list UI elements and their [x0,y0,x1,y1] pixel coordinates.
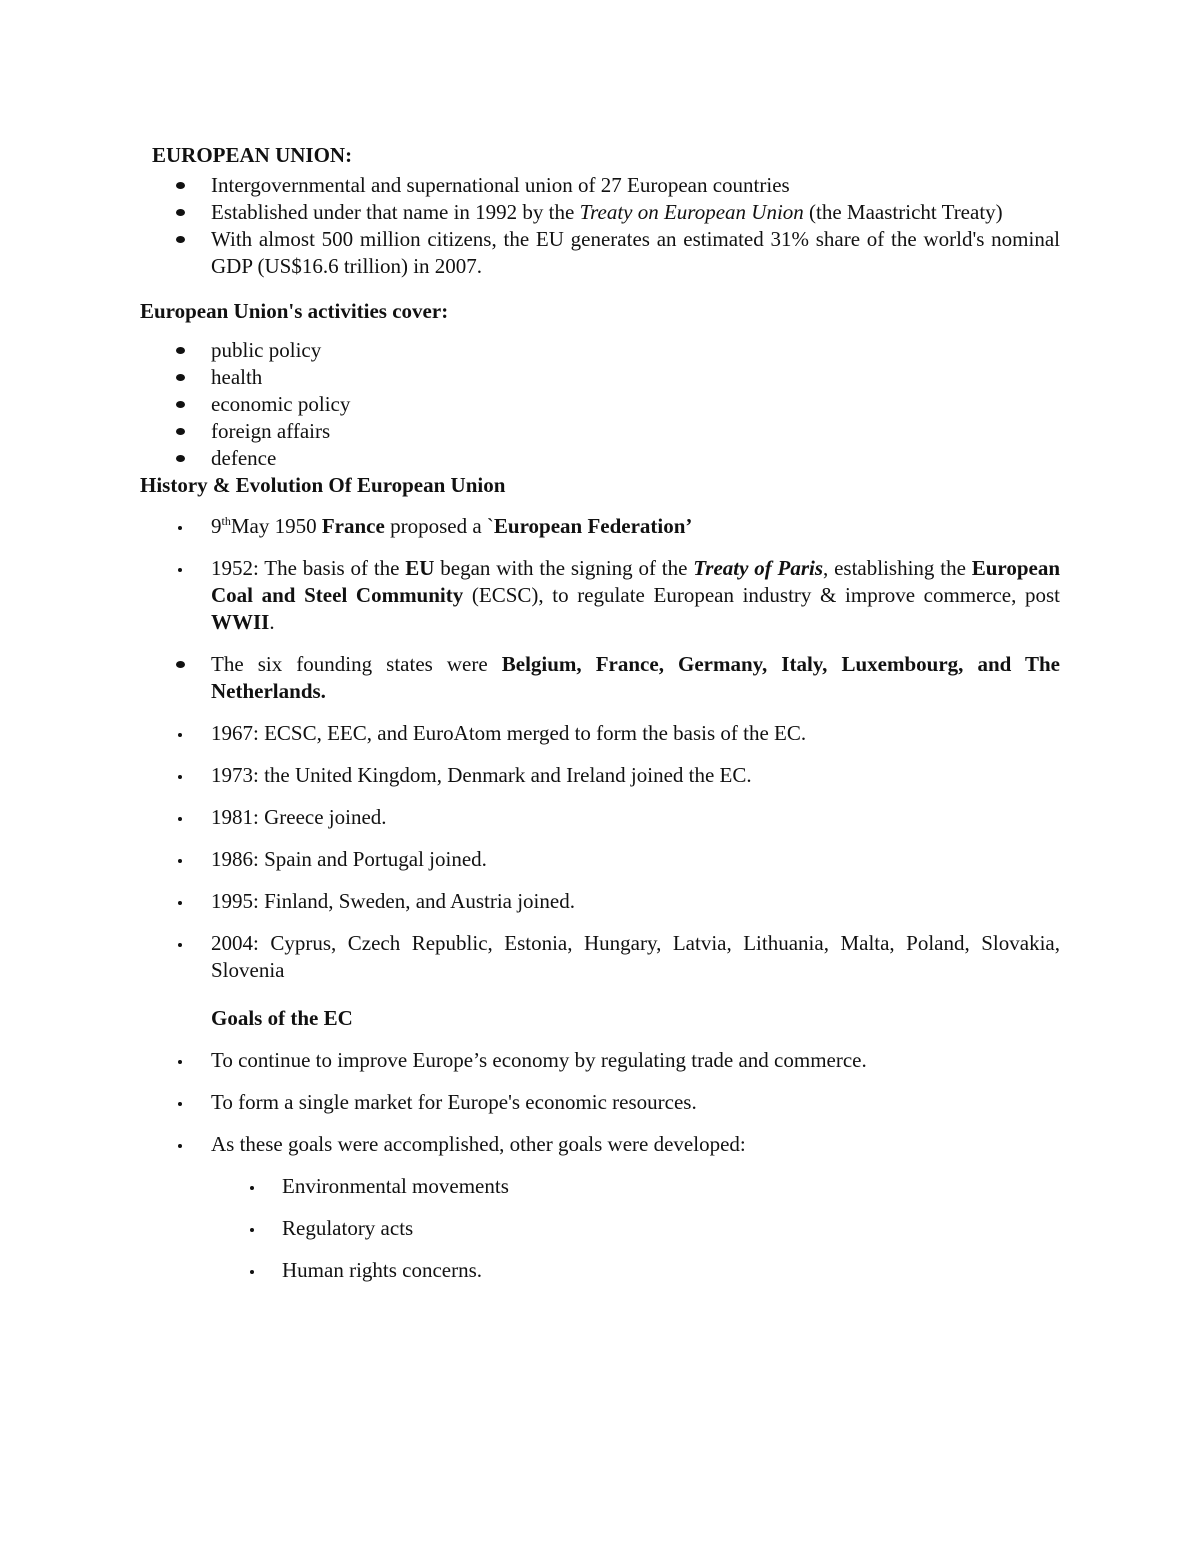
history-eu: EU [405,556,435,580]
eu-bullet-2-tail: (the Maastricht Treaty) [803,200,1003,224]
ordinal-suffix: th [221,514,231,528]
activity-item: defence [140,445,1060,472]
history-text: (ECSC), to regulate European industry & improve commerce, post [463,583,1060,607]
history-text: 1952: The basis of the [211,556,406,580]
goal-item: To continue to improve Europe’s economy by regulating trade and commerce. [140,1047,1060,1074]
eu-bullet-3: With almost 500 million citizens, the EU generates an estimated 31% share of the world's nominal GDP (US$16.6 trillion) in 2007. [140,226,1060,280]
goals-sub-list [140,1173,1060,1284]
history-heading: History & Evolution Of European Union [140,473,506,497]
history-item-1967: 1967: ECSC, EEC, and EuroAtom merged to form the basis of the EC. [140,720,1060,747]
history-text: , establishing the [823,556,972,580]
treaty-name: Treaty on European Union [579,200,804,224]
goal-item: As these goals were accomplished, other goals were developed: [140,1131,1060,1158]
history-item-1952 [140,555,1060,636]
history-item-1986: 1986: Spain and Portugal joined. [140,846,1060,873]
history-item-1973: 1973: the United Kingdom, Denmark and Ireland joined the EC. [140,762,1060,789]
history-item-1981: 1981: Greece joined. [140,804,1060,831]
history-text: proposed a ` [384,514,494,538]
founding-states: Belgium, France, Germany, Italy, Luxembourg, and The Netherlands. [211,652,1060,703]
history-text: began with the signing of the [434,556,694,580]
eu-heading: EUROPEAN UNION: [152,143,353,167]
eu-bullet-list [140,172,1060,280]
history-day: 9 [211,514,222,538]
history-text: . [269,610,275,634]
history-list [140,513,1060,984]
wwii: WWII [211,610,270,634]
history-country: France [321,514,385,538]
history-federation: European Federation’ [493,514,693,538]
activity-item: public policy [140,337,1060,364]
activity-item: economic policy [140,391,1060,418]
history-item-founders [140,651,1060,705]
goals-heading: Goals of the EC [211,1006,353,1030]
history-text: The six founding states were [211,652,502,676]
history-item-1995: 1995: Finland, Sweden, and Austria joined. [140,888,1060,915]
history-item-2004: 2004: Cyprus, Czech Republic, Estonia, Hungary, Latvia, Lithuania, Malta, Poland, Slovakia, Slovenia [140,930,1060,984]
activity-item: foreign affairs [140,418,1060,445]
document-body [140,142,1060,1299]
goals-list [140,1047,1060,1158]
goal-sub-item: Regulatory acts [140,1215,1060,1242]
goal-sub-item: Human rights concerns. [140,1257,1060,1284]
activity-item: health [140,364,1060,391]
goal-item: To form a single market for Europe's economic resources. [140,1089,1060,1116]
treaty-of-paris: Treaty of Paris [693,556,824,580]
eu-bullet-2 [140,199,1060,226]
history-date: May 1950 [230,514,322,538]
history-item-1950 [140,513,1060,540]
eu-bullet-2-text: Established under that name in 1992 by the [211,200,580,224]
eu-bullet-1: Intergovernmental and supernational union of 27 European countries [140,172,1060,199]
activities-heading: European Union's activities cover: [140,299,449,323]
ecsc-name: European Coal and Steel Community [211,556,1061,607]
activities-list [140,337,1060,472]
goal-sub-item: Environmental movements [140,1173,1060,1200]
